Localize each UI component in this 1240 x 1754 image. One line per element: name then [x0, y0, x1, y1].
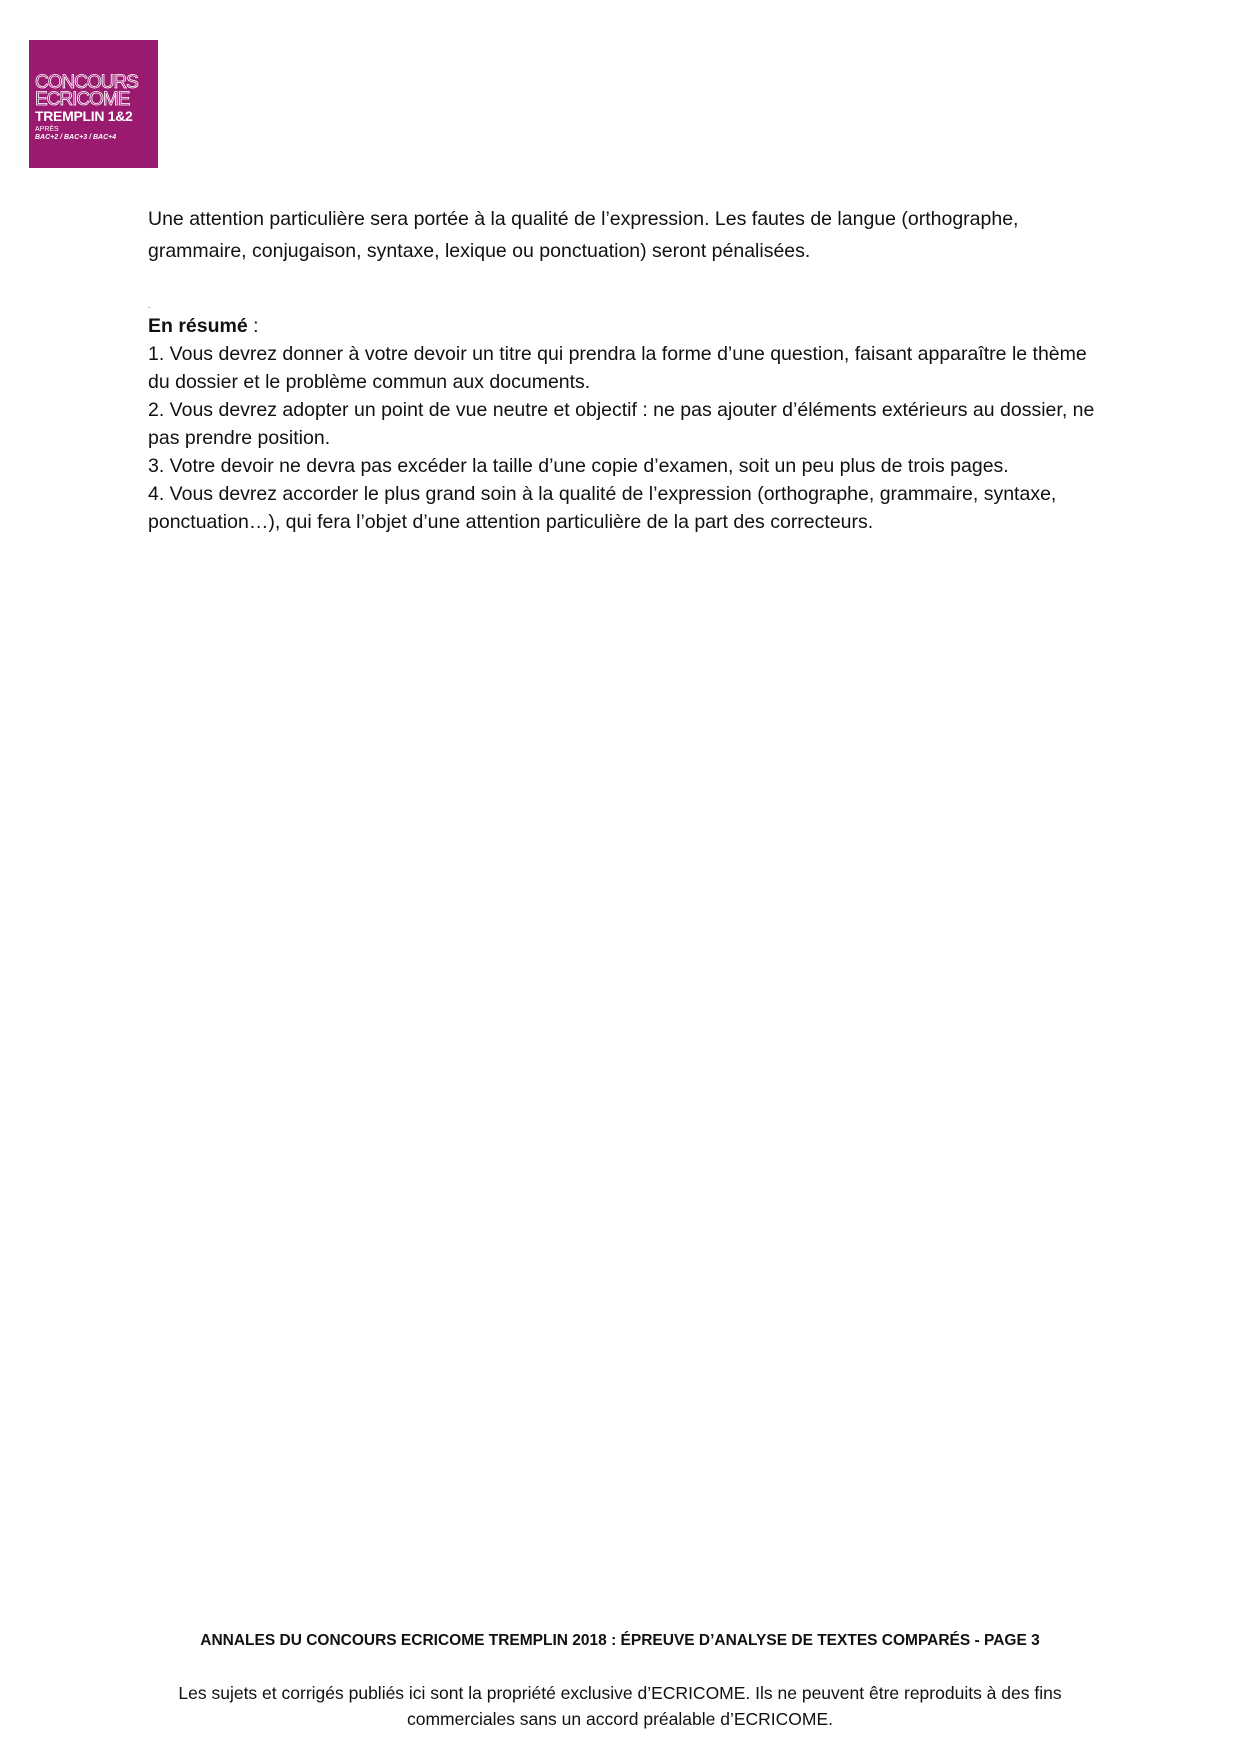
summary-item-1: 1. Vous devrez donner à votre devoir un titre qui prendra la forme d’une question, faisant apparaître le thème du dossier et le problème commun aux documents.	[148, 343, 1087, 393]
document-body	[148, 203, 1108, 536]
summary-item-2: 2. Vous devrez adopter un point de vue neutre et objectif : ne pas ajouter d’éléments extérieurs au dossier, ne pas prendre position.	[148, 399, 1095, 449]
separator-dot: .	[148, 301, 151, 310]
logo-text-tremplin: TREMPLIN 1&2	[35, 108, 133, 124]
summary-heading	[148, 312, 1108, 340]
logo-text-levels: BAC+2 / BAC+3 / BAC+4	[35, 134, 117, 141]
logo-text-concours: CONCOURS	[35, 72, 138, 93]
summary-title: En résumé	[148, 315, 248, 337]
summary-list	[148, 340, 1108, 536]
summary-item-3: 3. Votre devoir ne devra pas excéder la taille d’une copie d’examen, soit un peu plus de trois pages.	[148, 455, 1009, 477]
footer-title: ANNALES DU CONCOURS ECRICOME TREMPLIN 2018 : ÉPREUVE D’ANALYSE DE TEXTES COMPARÉS - PAGE 3	[200, 1632, 1040, 1649]
summary-colon: :	[247, 315, 259, 337]
summary-item-4: 4. Vous devrez accorder le plus grand soin à la qualité de l’expression (orthographe, grammaire, syntaxe, ponctuation…), qui fera l’objet d’une attention particulière de la part des correcteurs.	[148, 483, 1057, 533]
intro-paragraph: Une attention particulière sera portée à la qualité de l’expression. Les fautes de langue (orthographe, grammaire, conjugaison, syntaxe, lexique ou ponctuation) seront pénalisées.	[148, 208, 1019, 262]
ecricome-logo	[29, 40, 158, 168]
logo-text-ecricome: ECRICOME	[35, 89, 130, 110]
logo-text-apres: APRÈS	[35, 126, 59, 133]
footer-copyright-note: Les sujets et corrigés publiés ici sont la propriété exclusive d’ECRICOME. Ils ne peuvent être reproduits à des fins commerciales sans un accord préalable d’ECRICOME.	[178, 1683, 1062, 1729]
